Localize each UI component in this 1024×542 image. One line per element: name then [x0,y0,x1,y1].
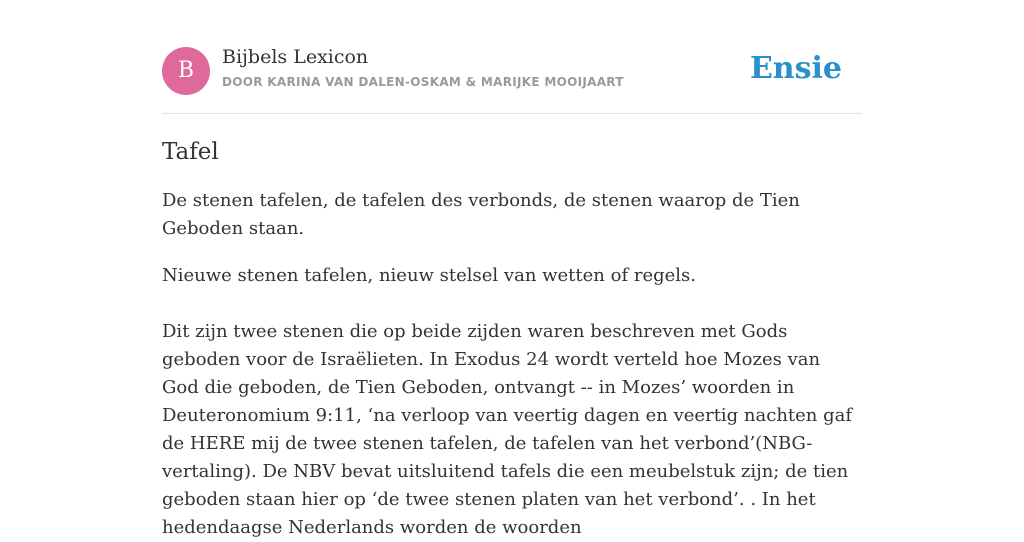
entry-paragraph-explanation: Dit zijn twee stenen die op beide zijden waren beschreven met Gods geboden voor de Israëlieten. In Exodus 24 wordt verteld hoe Mozes van God die geboden, de Tien Geboden, ontvangt -- in Mozes’ woorden in Deuteronomium 9:11, ‘na verloop van veertig dagen en veertig nachten gaf de HERE mij de twee stenen tafelen, de tafelen van het verbond’(NBG-vertaling). De NBV bevat uitsluitend tafels die een meubelstuk zijn; de tien geboden staan hier op ‘de twee stenen platen van het verbond’. . In het hedendaagse Nederlands worden de woorden [162,321,853,538]
header [162,46,862,96]
lexicon-avatar[interactable]: B [162,47,210,95]
entry-paragraph-figurative: Nieuwe stenen tafelen, nieuw stelsel van wetten of regels. [162,265,696,286]
lexicon-authors: DOOR KARINA VAN DALEN-OSKAM & MARIJKE MOOIJAART [222,75,624,89]
entry-title: Tafel [162,139,219,165]
lexicon-title-link[interactable]: Bijbels Lexicon [222,46,369,68]
entry-content [162,136,862,542]
header-divider [162,113,862,114]
entry-paragraph-definition: De stenen tafelen, de tafelen des verbonds, de stenen waarop de Tien Geboden staan. [162,190,800,239]
ensie-logo-link[interactable]: Ensie [749,51,842,86]
